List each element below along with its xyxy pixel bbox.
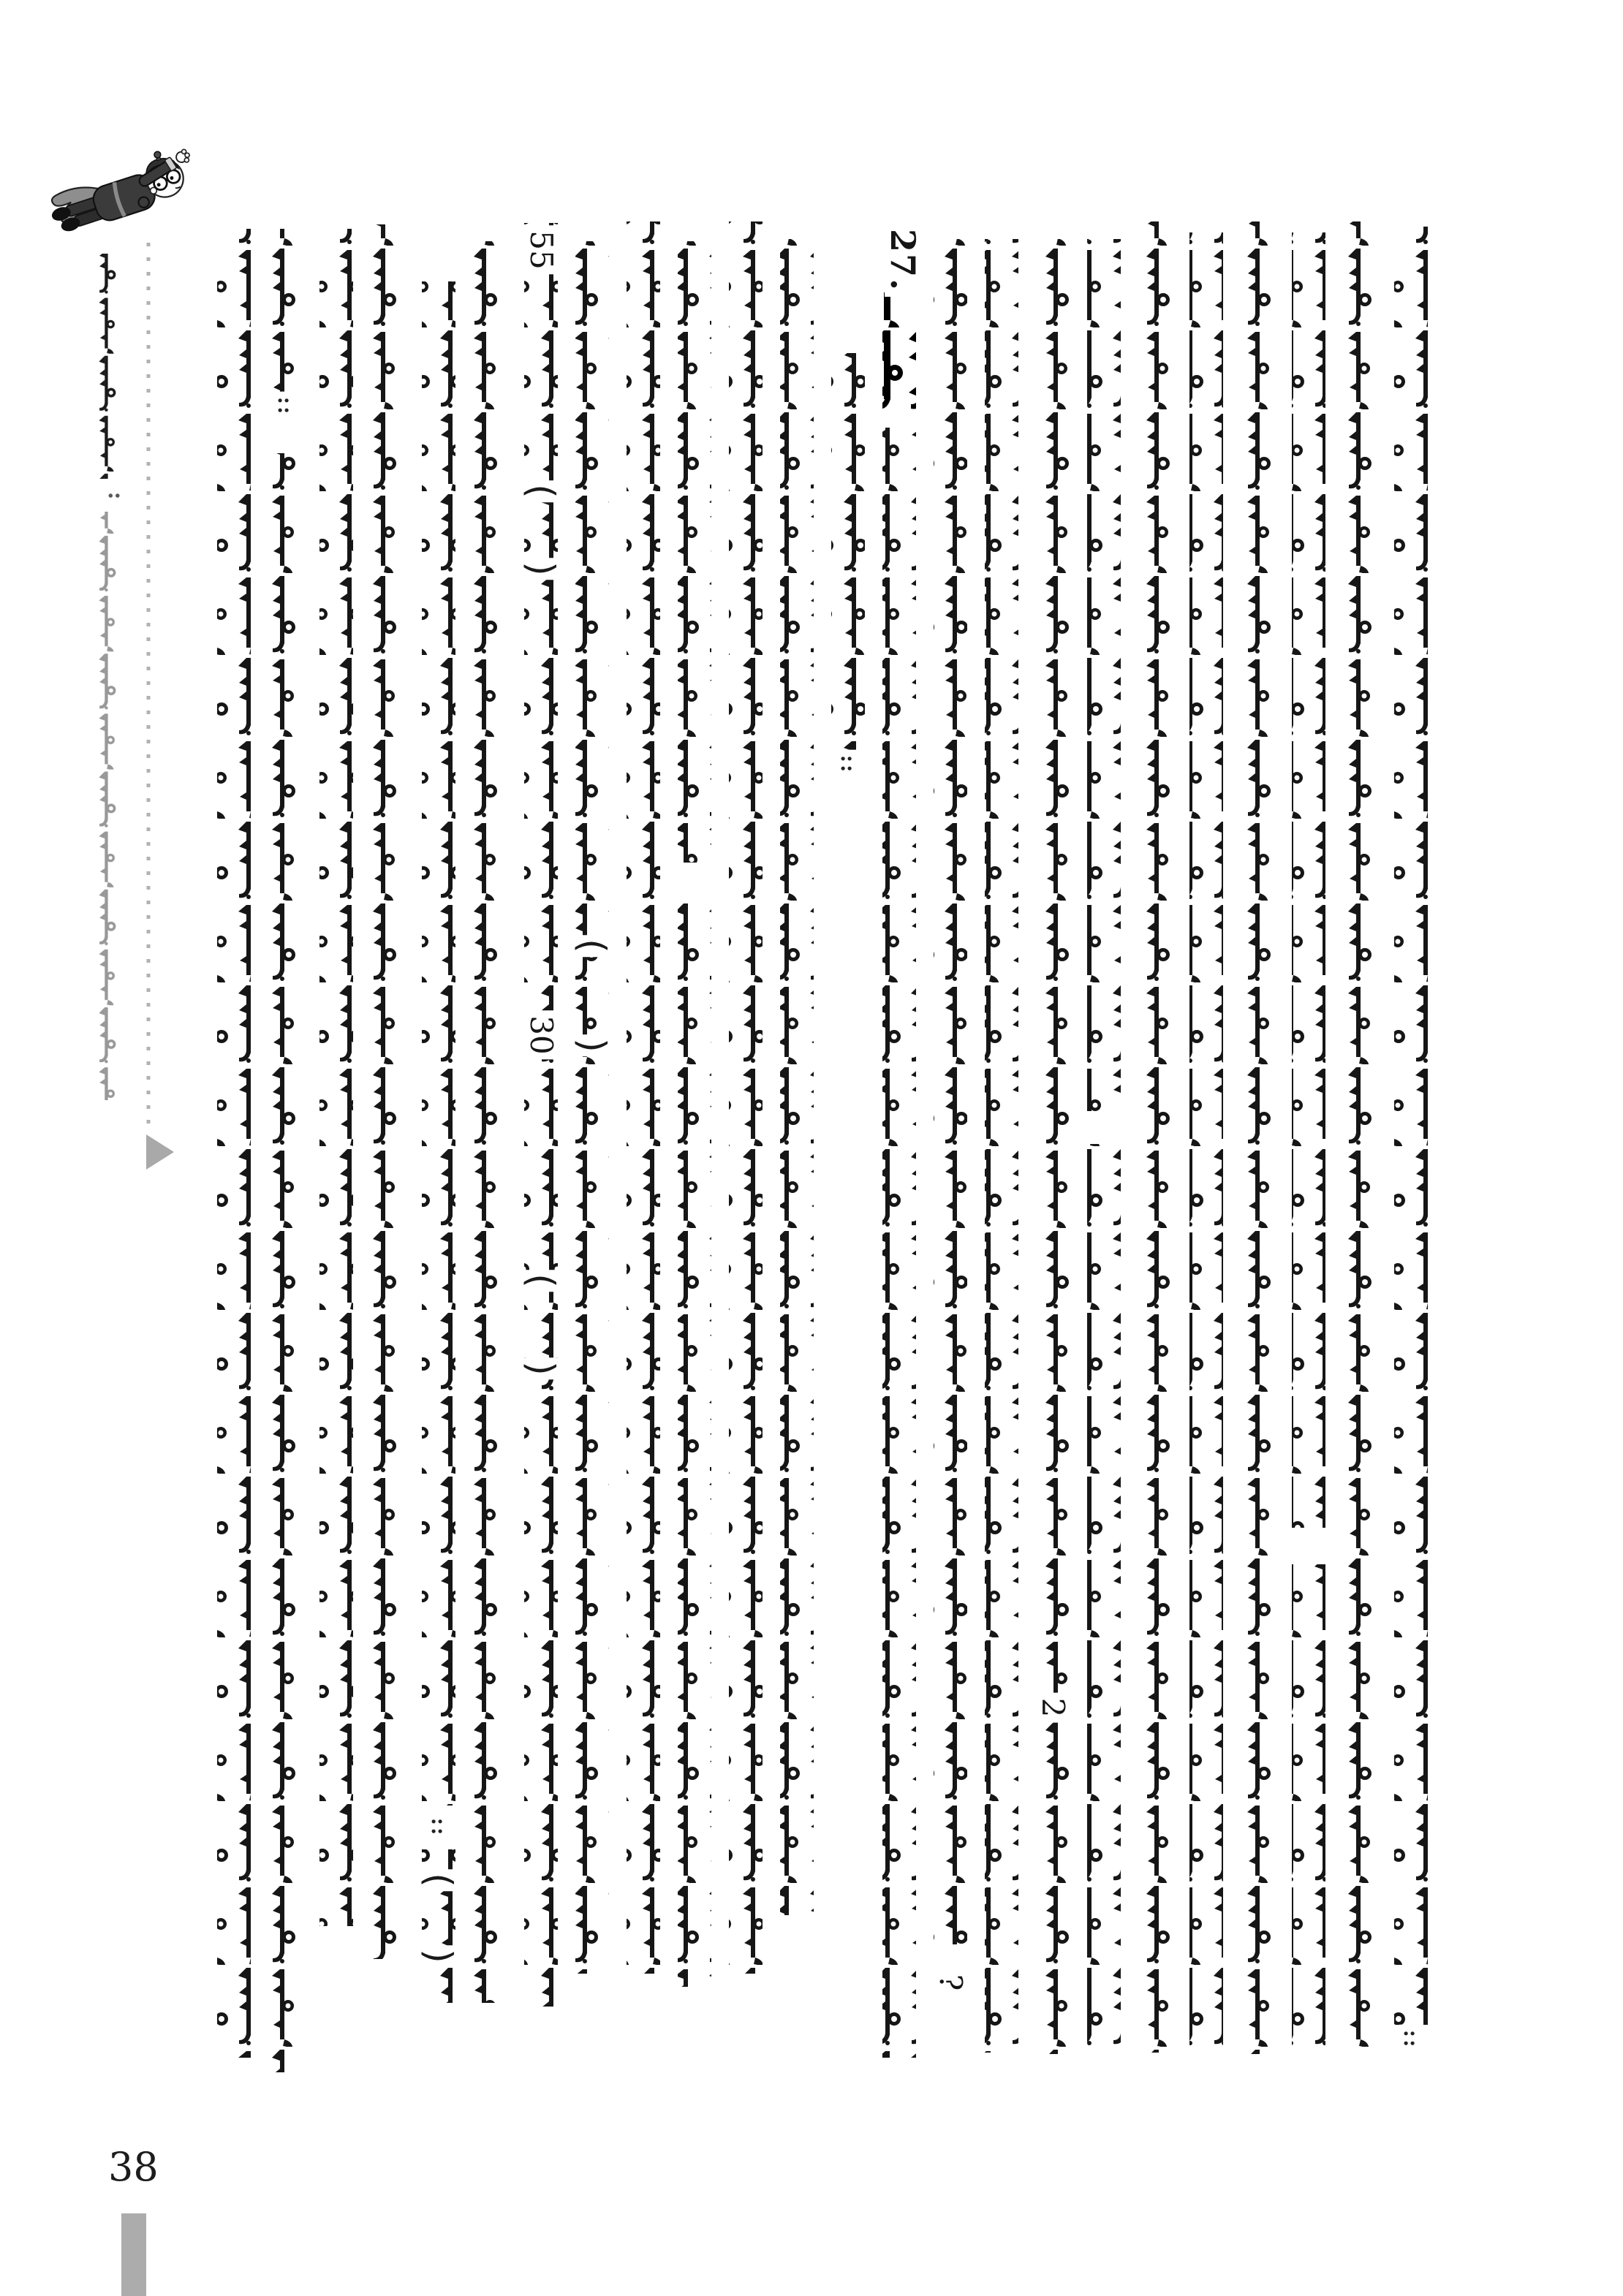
text-column [1189,232,1223,2047]
mongolian-colon: :: [273,392,297,422]
text-column [1292,232,1325,1528]
text-column [831,353,865,760]
inline-number-55: 55 [524,225,558,274]
text-column [1343,221,1377,2047]
problem-number: 27. [885,224,921,297]
text-column [268,229,302,409]
arrow-icon [146,1134,174,1170]
text-column [1292,1564,1325,2047]
blank-paren-open: ( [420,1869,457,1891]
text-column [422,281,455,1806]
text-column [627,221,660,1974]
text-column [473,241,507,2003]
text-column [1087,1144,1121,2047]
text-column [319,229,353,1926]
text-column [678,241,711,863]
blank-paren-close: ) [523,1357,559,1379]
problem-label-bold [882,292,916,409]
inline-number-2: 2 [1036,1693,1070,1723]
blank-paren-close: ) [420,1945,457,1967]
margin-note-colon: : [103,491,129,500]
corner-bar [121,2213,146,2296]
blank-paren-open: ( [523,480,559,502]
text-column [1087,239,1121,1111]
text-column [217,229,251,2058]
question-mark: ? [934,1969,967,1996]
page-number: 38 [108,2144,159,2190]
text-column [268,453,302,2072]
mascot-finger [184,153,190,159]
text-column [575,241,609,1974]
text-column [1138,221,1172,2053]
mascot-finger [184,157,190,163]
text-column [1241,221,1274,2054]
blank-paren-open: ( [523,1270,559,1292]
text-column [985,239,1018,2053]
text-column [780,239,814,1915]
blank-paren-close: ) [523,558,559,580]
mongolian-colon: :: [836,750,860,780]
blank-paren-close: ) [574,1034,610,1056]
mongolian-colon: :: [1399,2025,1423,2055]
text-column [1394,227,1428,2025]
text-column [678,903,711,1987]
text-column [1036,239,1070,2054]
mascot-flying-boy [43,143,202,238]
text-column [371,224,404,1959]
margin-note-label [97,254,122,479]
mongolian-colon: :: [427,1813,450,1843]
margin-note-text [97,512,122,1100]
text-column [882,428,916,2058]
inline-number-30: 30 [524,1010,558,1059]
body-text-columns [217,221,1428,2072]
text-column [729,221,763,1974]
mascot-glasses-bridge [166,179,168,181]
blank-paren-open: ( [574,935,610,957]
text-column [934,239,967,1944]
